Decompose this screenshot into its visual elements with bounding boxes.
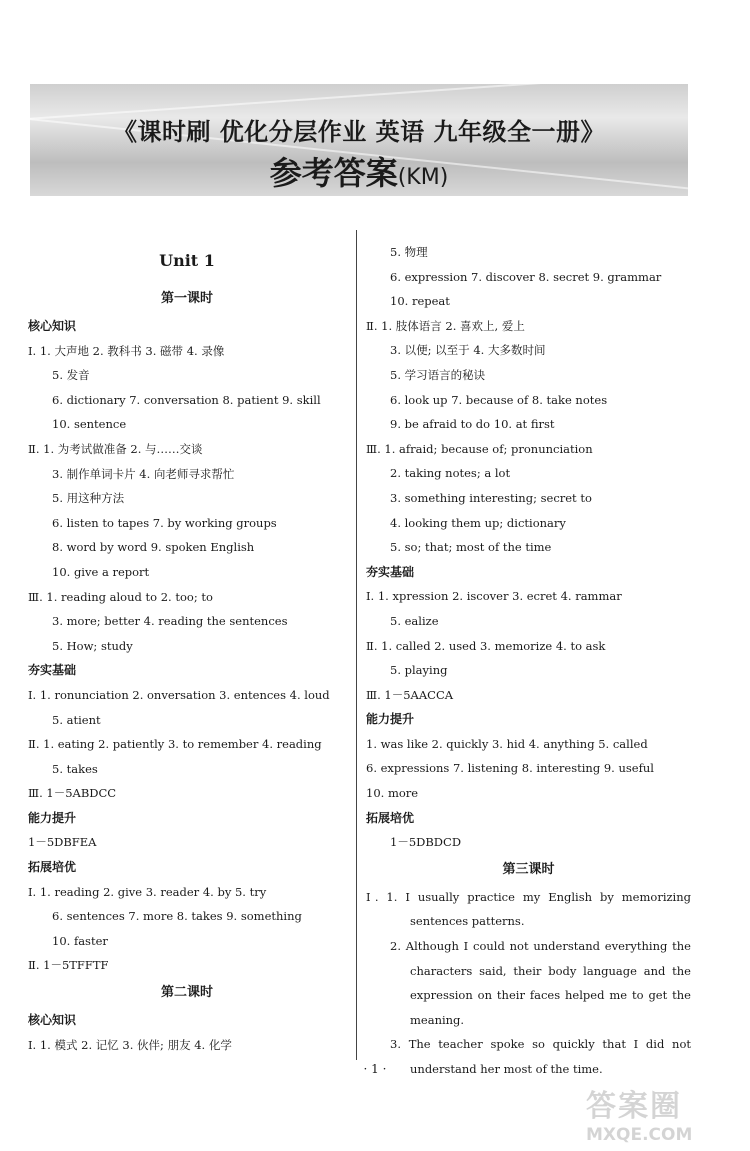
page-number: · 1 ·	[363, 1062, 387, 1076]
lesson-1-heading: 第一课时	[160, 291, 213, 306]
answer-line: Ⅲ. 1. reading aloud to 2. too; to	[28, 589, 213, 604]
edition-code: (KM)	[397, 165, 449, 190]
answer-line: Ⅰ. 1. 模式 2. 记忆 3. 伙伴; 朋友 4. 化学	[28, 1037, 232, 1052]
answer-line: 5. 发音	[52, 368, 90, 383]
answer-line: Ⅱ. 1. eating 2. patiently 3. to remember 4. reading	[28, 737, 322, 752]
answer-line: Ⅱ. 1. 为考试做准备 2. 与……交谈	[28, 441, 203, 456]
section-heading: 夯实基础	[366, 564, 415, 579]
answer-line: Ⅱ. 1－5TFFTF	[28, 958, 109, 973]
answer-line: 3. something interesting; secret to	[390, 490, 592, 505]
answer-line: Ⅰ. 1. ronunciation 2. onversation 3. entences 4. loud	[28, 687, 330, 702]
answer-line: 10. sentence	[52, 417, 127, 432]
answer-line: 2. Although I could not understand everything the	[390, 939, 691, 954]
answer-line: 10. repeat	[390, 294, 450, 309]
answer-line: 10. more	[366, 786, 419, 801]
left-column	[28, 238, 346, 1057]
answer-line: 9. be afraid to do 10. at first	[390, 417, 555, 432]
lesson-2-heading: 第二课时	[160, 985, 213, 1001]
section-heading: 核心知识	[28, 1013, 77, 1028]
answer-line: 3. 以便; 以至于 4. 大多数时间	[390, 343, 546, 358]
watermark-logo	[586, 1081, 736, 1145]
section-heading: 拓展培优	[366, 810, 415, 825]
answer-line: Ⅰ. 1. I usually practice my English by memorizing	[366, 889, 691, 904]
answer-line: 6. dictionary 7. conversation 8. patient 9. skill	[52, 392, 321, 407]
answer-line: sentences patterns.	[410, 914, 525, 929]
book-title: 《课时刷 优化分层作业 英语 九年级全一册》	[112, 118, 606, 146]
section-heading: 夯实基础	[28, 663, 77, 678]
answer-line: 10. give a report	[52, 564, 150, 579]
answer-line: 3. The teacher spoke so quickly that I did not	[390, 1037, 691, 1052]
answer-line: 2. taking notes; a lot	[390, 466, 511, 481]
answer-line: 4. looking them up; dictionary	[390, 515, 566, 530]
answer-line: Ⅰ. 1. 大声地 2. 教科书 3. 磁带 4. 录像	[28, 343, 225, 358]
answer-line: 6. look up 7. because of 8. take notes	[390, 392, 608, 407]
answer-line: 6. sentences 7. more 8. takes 9. something	[52, 909, 302, 924]
answer-line: 1－5DBDCD	[390, 835, 462, 850]
answer-line: 5. so; that; most of the time	[390, 540, 552, 555]
answer-line: Ⅲ. 1. afraid; because of; pronunciation	[366, 441, 593, 456]
title-banner	[30, 84, 688, 196]
column-divider	[356, 230, 357, 1060]
answer-line: Ⅰ. 1. reading 2. give 3. reader 4. by 5. try	[28, 884, 267, 899]
answer-line: 8. word by word 9. spoken English	[52, 540, 255, 555]
lesson-3-heading: 第三课时	[502, 861, 555, 877]
unit-heading: Unit 1	[159, 251, 215, 270]
answer-line: Ⅲ. 1－5AACCA	[366, 687, 454, 702]
answer-line: Ⅰ. 1. xpression 2. iscover 3. ecret 4. rammar	[366, 589, 622, 604]
answer-line: meaning.	[410, 1012, 465, 1027]
watermark-url: MXQE.COM	[586, 1125, 693, 1145]
answer-line: 1－5DBFEA	[28, 835, 97, 850]
answer-line: 5. How; study	[52, 638, 133, 653]
answer-line: 5. 用这种方法	[52, 491, 125, 506]
answer-line: Ⅱ. 1. 肢体语言 2. 喜欢上, 爱上	[366, 318, 525, 333]
answer-line: Ⅱ. 1. called 2. used 3. memorize 4. to ask	[366, 638, 606, 653]
answer-line: 10. faster	[52, 933, 108, 948]
answer-line: Ⅲ. 1－5ABDCC	[28, 786, 117, 801]
answer-line: 6. listen to tapes 7. by working groups	[52, 515, 277, 530]
answer-line: understand her most of the time.	[410, 1062, 603, 1076]
right-column	[366, 240, 691, 1082]
answer-line: 5. 物理	[390, 245, 428, 259]
answer-line: expression on their faces helped me to get the	[410, 988, 691, 1003]
answer-line: 5. atient	[52, 712, 101, 727]
answer-line: 1. was like 2. quickly 3. hid 4. anything 5. called	[366, 736, 648, 751]
answer-line: 6. expressions 7. listening 8. interesting 9. useful	[366, 761, 654, 776]
answer-line: 5. playing	[390, 663, 448, 678]
answer-key-heading	[30, 148, 688, 194]
section-heading: 核心知识	[28, 319, 77, 333]
answer-line: 5. ealize	[390, 613, 439, 628]
answer-line: characters said, their body language and the	[410, 963, 691, 978]
answer-line: 5. 学习语言的秘诀	[390, 367, 486, 382]
section-heading: 拓展培优	[28, 860, 77, 875]
answer-key-title: 参考答案	[269, 154, 398, 192]
answer-line: 3. more; better 4. reading the sentences	[52, 614, 288, 629]
watermark-text: 答案圈	[586, 1089, 682, 1124]
answer-line: 6. expression 7. discover 8. secret 9. grammar	[390, 269, 662, 284]
answer-line: 5. takes	[52, 761, 98, 776]
section-heading: 能力提升	[28, 810, 77, 825]
answer-line: 3. 制作单词卡片 4. 向老师寻求帮忙	[52, 466, 235, 481]
section-heading: 能力提升	[366, 712, 415, 727]
